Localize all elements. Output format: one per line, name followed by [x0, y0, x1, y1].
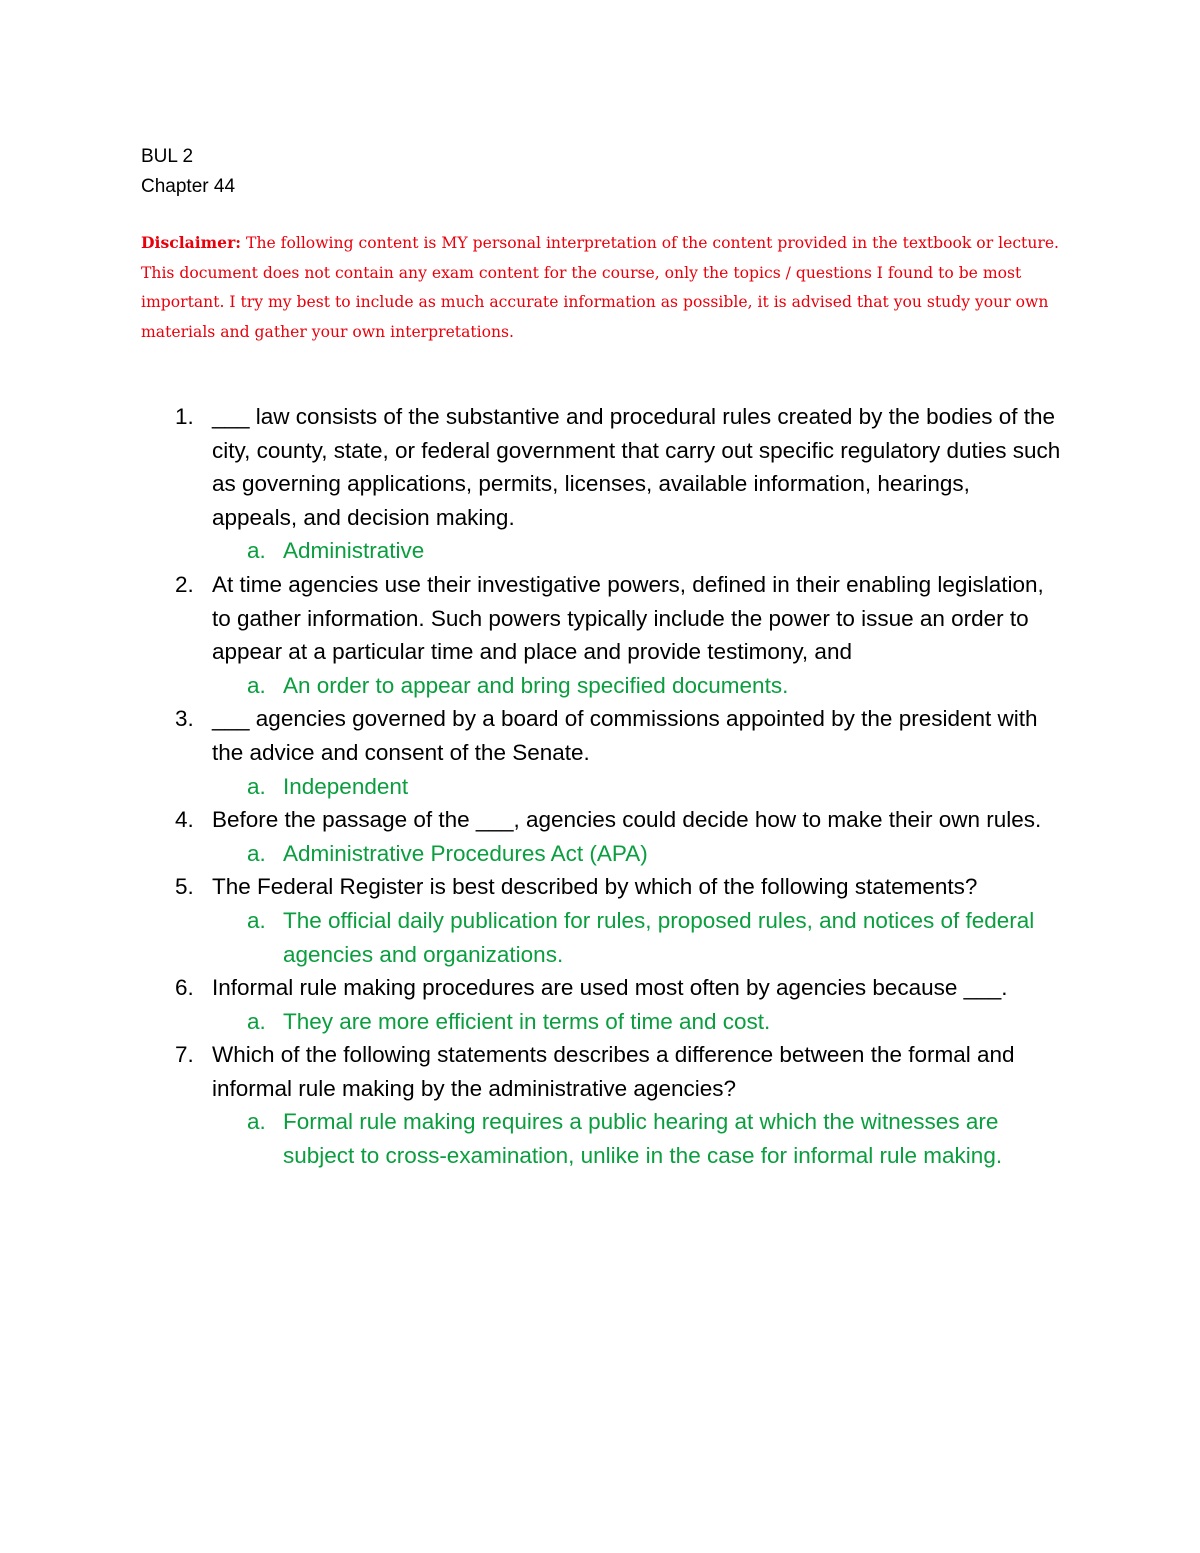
answer-letter: a. — [247, 1008, 266, 1034]
question-number: 5. — [175, 874, 194, 900]
answer-text: Administrative — [283, 538, 425, 564]
disclaimer-label: Disclaimer: — [141, 233, 242, 252]
question-item — [141, 971, 1061, 1038]
question-item — [141, 702, 1061, 803]
question-number: 7. — [175, 1042, 194, 1068]
question-item — [141, 1038, 1061, 1172]
answer-letter: a. — [247, 840, 266, 866]
answer-item — [141, 904, 1061, 971]
question-number: 2. — [175, 571, 194, 597]
question-list — [141, 400, 1061, 1173]
answer-text: The official daily publication for rules, proposed rules, and notices of federal agencies and organizations. — [283, 907, 1035, 967]
answer-letter: a. — [247, 773, 266, 799]
question-text: At time agencies use their investigative powers, defined in their enabling legislation, to gather information. Such powers typically include the power to issue an order to appear at a particular time and place and provide testimony, and — [212, 571, 1044, 665]
answer-text: They are more efficient in terms of time and cost. — [283, 1008, 771, 1034]
question-item — [141, 568, 1061, 702]
question-text: Before the passage of the ___, agencies could decide how to make their own rules. — [212, 807, 1042, 833]
question-item — [141, 870, 1061, 971]
question-text: ___ agencies governed by a board of commissions appointed by the president with the advice and consent of the Senate. — [212, 706, 1038, 765]
chapter-title: Chapter 44 — [141, 176, 236, 197]
question-item — [141, 803, 1061, 870]
answer-item — [141, 669, 1061, 703]
document-header — [141, 142, 235, 202]
answer-letter: a. — [247, 1109, 266, 1135]
question-number: 3. — [175, 706, 194, 732]
question-text: The Federal Register is best described by which of the following statements? — [212, 874, 978, 900]
question-text: ___ law consists of the substantive and procedural rules created by the bodies of the city, county, state, or federal government that carry out specific regulatory duties such as governing applications, permits, licenses, available information, hearings, appeals, and decision making. — [212, 404, 1061, 530]
course-title: BUL 2 — [141, 146, 194, 167]
answer-item — [141, 534, 1061, 568]
answer-letter: a. — [247, 907, 266, 933]
question-number: 6. — [175, 975, 194, 1001]
answer-item — [141, 837, 1061, 871]
answer-item — [141, 1105, 1061, 1172]
answer-text: Formal rule making requires a public hearing at which the witnesses are subject to cross-examination, unlike in the case for informal rule making. — [283, 1109, 1003, 1169]
answer-letter: a. — [247, 538, 266, 564]
answer-text: Administrative Procedures Act (APA) — [283, 840, 648, 866]
question-text: Informal rule making procedures are used most often by agencies because ___. — [212, 975, 1008, 1001]
question-text: Which of the following statements describes a difference between the formal and informal rule making by the administrative agencies? — [212, 1042, 1015, 1101]
question-number: 4. — [175, 807, 194, 833]
question-item — [141, 400, 1061, 568]
disclaimer — [141, 228, 1061, 347]
answer-item — [141, 770, 1061, 804]
answer-item — [141, 1005, 1061, 1039]
question-number: 1. — [175, 404, 194, 429]
answer-letter: a. — [247, 672, 266, 698]
answer-text: An order to appear and bring specified documents. — [283, 672, 789, 698]
disclaimer-text: The following content is MY personal interpretation of the content provided in the textbook or lecture. This document does not contain any exam content for the course, only the topics / questions I found to be most important. I try my best to include as much accurate information as possible, it is advised that you study your own materials and gather your own interpretations. — [141, 234, 1060, 341]
answer-text: Independent — [283, 773, 409, 799]
